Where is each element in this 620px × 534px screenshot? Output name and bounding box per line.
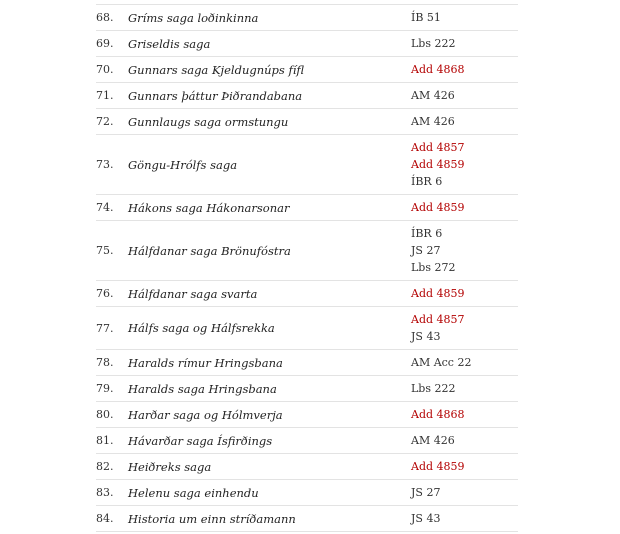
item-number: 68. bbox=[96, 11, 114, 24]
manuscript-ref: JS 43 bbox=[411, 330, 441, 343]
manuscript-refs bbox=[411, 350, 518, 375]
manuscript-link[interactable]: Add 4859 bbox=[411, 158, 465, 171]
manuscript-ref: AM 426 bbox=[411, 434, 455, 447]
manuscript-refs bbox=[411, 506, 518, 531]
item-number: 81. bbox=[96, 434, 114, 447]
list-item bbox=[96, 195, 518, 221]
list-item bbox=[96, 454, 518, 480]
manuscript-refs bbox=[411, 307, 518, 349]
saga-title: Haralds saga Hringsbana bbox=[128, 381, 277, 396]
item-number: 73. bbox=[96, 158, 114, 171]
manuscript-refs bbox=[411, 57, 518, 82]
manuscript-ref: JS 27 bbox=[411, 244, 441, 257]
item-number: 72. bbox=[96, 115, 114, 128]
manuscript-refs bbox=[411, 83, 518, 108]
saga-title: Hálfs saga og Hálfsrekka bbox=[128, 321, 275, 335]
saga-manuscript-list bbox=[96, 4, 518, 532]
manuscript-ref: Lbs 222 bbox=[411, 37, 456, 50]
manuscript-link[interactable]: Add 4859 bbox=[411, 201, 465, 214]
manuscript-link[interactable]: Add 4857 bbox=[411, 141, 465, 154]
manuscript-ref: ÍBR 6 bbox=[411, 175, 443, 188]
saga-title: Harðar saga og Hólmverja bbox=[128, 407, 283, 422]
saga-title: Historia um einn stríðamann bbox=[128, 511, 296, 526]
saga-title: Griseldis saga bbox=[128, 36, 211, 51]
list-item bbox=[96, 307, 518, 350]
manuscript-ref: Lbs 222 bbox=[411, 382, 456, 395]
saga-title: Hálfdanar saga svarta bbox=[128, 286, 258, 301]
manuscript-ref: AM 426 bbox=[411, 89, 455, 102]
manuscript-link[interactable]: Add 4868 bbox=[411, 408, 465, 421]
manuscript-ref: AM Acc 22 bbox=[411, 356, 472, 369]
manuscript-refs bbox=[411, 195, 518, 220]
item-number: 75. bbox=[96, 244, 114, 257]
item-number: 83. bbox=[96, 486, 114, 499]
manuscript-refs bbox=[411, 428, 518, 453]
manuscript-link[interactable]: Add 4859 bbox=[411, 460, 465, 473]
item-number: 74. bbox=[96, 201, 114, 214]
saga-title: Haralds rímur Hringsbana bbox=[128, 355, 283, 370]
manuscript-refs bbox=[411, 454, 518, 479]
list-item bbox=[96, 109, 518, 135]
manuscript-link[interactable]: Add 4868 bbox=[411, 63, 465, 76]
saga-title: Helenu saga einhendu bbox=[128, 485, 259, 500]
saga-title: Heiðreks saga bbox=[128, 459, 212, 474]
item-number: 71. bbox=[96, 89, 114, 102]
manuscript-ref: JS 27 bbox=[411, 486, 441, 499]
manuscript-ref: JS 43 bbox=[411, 512, 441, 525]
list-item bbox=[96, 135, 518, 195]
item-number: 70. bbox=[96, 63, 114, 76]
list-item bbox=[96, 480, 518, 506]
manuscript-refs bbox=[411, 376, 518, 401]
list-item bbox=[96, 350, 518, 376]
list-item bbox=[96, 376, 518, 402]
list-item bbox=[96, 83, 518, 109]
item-number: 78. bbox=[96, 356, 114, 369]
item-number: 80. bbox=[96, 408, 114, 421]
manuscript-refs bbox=[411, 135, 518, 194]
item-number: 79. bbox=[96, 382, 114, 395]
saga-title: Hálfdanar saga Brönufóstra bbox=[128, 243, 291, 258]
list-item bbox=[96, 31, 518, 57]
manuscript-ref: Lbs 272 bbox=[411, 261, 456, 274]
list-item bbox=[96, 402, 518, 428]
manuscript-ref: ÍB 51 bbox=[411, 11, 441, 24]
manuscript-refs bbox=[411, 281, 518, 306]
list-item bbox=[96, 221, 518, 281]
saga-title: Göngu-Hrólfs saga bbox=[128, 157, 238, 172]
item-number: 69. bbox=[96, 37, 114, 50]
list-item bbox=[96, 428, 518, 454]
saga-title: Hákons saga Hákonarsonar bbox=[128, 200, 290, 215]
manuscript-refs bbox=[411, 5, 518, 30]
item-number: 82. bbox=[96, 460, 114, 473]
manuscript-link[interactable]: Add 4859 bbox=[411, 287, 465, 300]
manuscript-refs bbox=[411, 402, 518, 427]
item-number: 76. bbox=[96, 287, 114, 300]
saga-title: Gunnlaugs saga ormstungu bbox=[128, 114, 289, 129]
saga-title: Gunnars saga Kjeldugnúps fífl bbox=[128, 62, 305, 77]
item-number: 84. bbox=[96, 512, 114, 525]
saga-title: Gunnars þáttur Þiðrandabana bbox=[128, 88, 303, 103]
list-item bbox=[96, 57, 518, 83]
item-number: 77. bbox=[96, 321, 114, 335]
manuscript-refs bbox=[411, 221, 518, 280]
manuscript-link[interactable]: Add 4857 bbox=[411, 313, 465, 326]
manuscript-refs bbox=[411, 480, 518, 505]
saga-title: Gríms saga loðinkinna bbox=[128, 10, 259, 25]
saga-title: Hávarðar saga Ísfirðings bbox=[128, 433, 273, 448]
list-item bbox=[96, 5, 518, 31]
manuscript-refs bbox=[411, 109, 518, 134]
manuscript-ref: AM 426 bbox=[411, 115, 455, 128]
manuscript-ref: ÍBR 6 bbox=[411, 227, 443, 240]
manuscript-refs bbox=[411, 31, 518, 56]
list-item bbox=[96, 281, 518, 307]
list-item bbox=[96, 506, 518, 532]
